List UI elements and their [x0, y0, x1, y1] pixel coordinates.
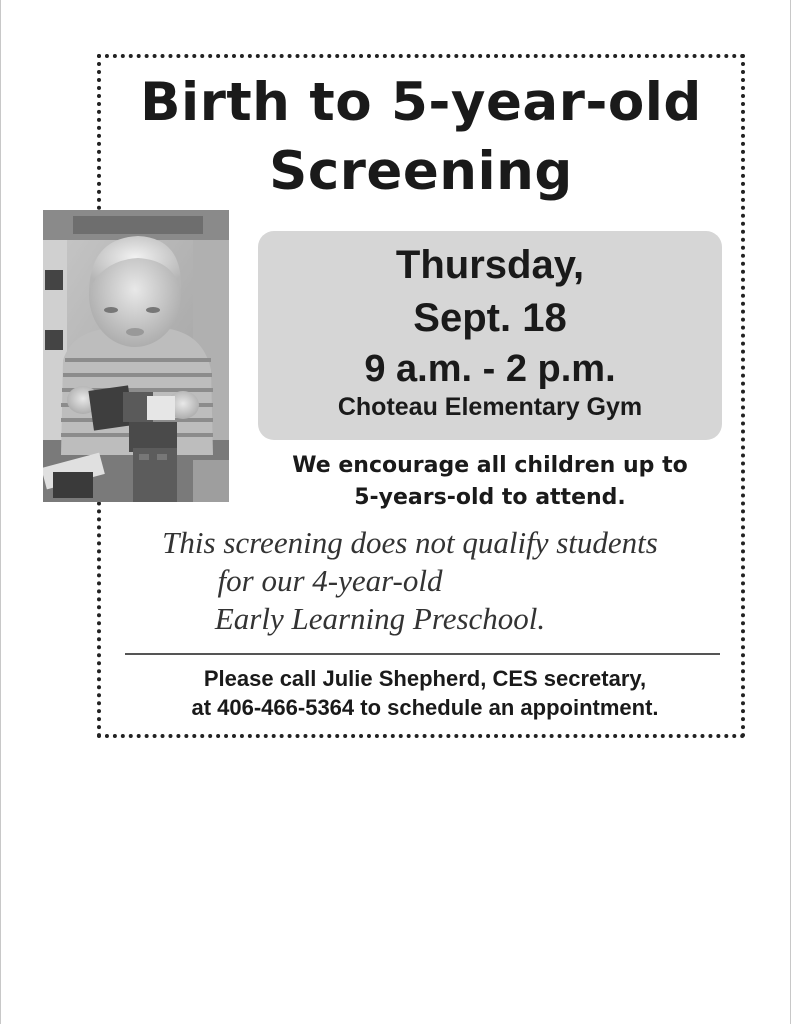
note-line: This screening does not qualify students	[162, 525, 658, 560]
title-line: Birth to 5-year-old	[140, 72, 702, 133]
eligibility-note	[120, 524, 730, 638]
encourage-line: 5-years-old to attend.	[354, 485, 626, 510]
flyer-title	[97, 70, 745, 208]
contact-line: Please call Julie Shepherd, CES secretary,	[203, 666, 647, 691]
toddler-photo	[43, 210, 229, 502]
event-location: Choteau Elementary Gym	[337, 393, 643, 421]
encourage-line: We encourage all children up to	[292, 453, 688, 478]
contact-info	[120, 664, 730, 722]
note-line: Early Learning Preschool.	[214, 601, 546, 636]
event-day: Thursday,	[395, 243, 585, 287]
contact-line: at 406-466-5364 to schedule an appointment.	[191, 695, 659, 720]
divider	[125, 653, 720, 655]
title-line: Screening	[269, 141, 573, 202]
event-date: Sept. 18	[413, 296, 567, 340]
event-time: 9 a.m. - 2 p.m.	[364, 348, 616, 390]
toddler-blocks-image	[43, 210, 229, 502]
page-edge	[0, 0, 1, 1024]
event-details-box	[258, 231, 722, 440]
encourage-message	[258, 450, 722, 514]
note-line: for our 4-year-old	[217, 563, 443, 598]
